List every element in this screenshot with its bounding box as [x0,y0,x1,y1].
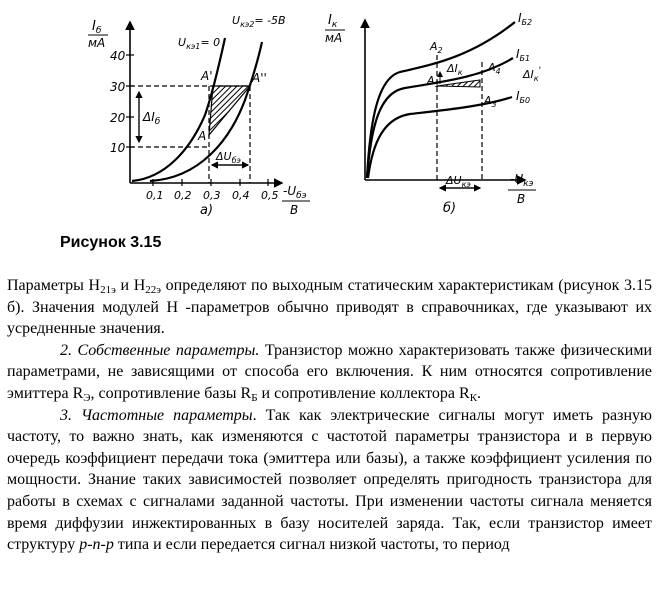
figure-3-15 [0,0,661,230]
left-y-tick-10: 10 [110,141,126,155]
point-a1: $A_1$ [427,74,440,89]
point-a-prime: A' [201,69,213,83]
body-text [7,275,652,556]
point-a3: $A_3$ [484,94,497,109]
curve-ib0-label: $I_{Б0}$ [516,89,531,105]
right-x-axis-label: $-U_{кэ}$ [510,172,534,189]
delta-ik-prime-label: $\Delta I_к'$ [523,66,542,83]
input-characteristics-graph [88,14,310,218]
left-x-axis-label: $-U_{бэ}$ [283,184,307,201]
left-y-tick-40: 40 [110,49,126,63]
right-y-unit-bottom: мА [325,31,343,45]
point-a2: $A_2$ [430,40,443,55]
figure-caption: Рисунок 3.15 [60,234,162,251]
left-x-tick-05: 0,5 [261,189,279,202]
hatched-area [209,86,250,135]
delta-ik-label: $\Delta I_к$ [447,62,463,77]
left-y-unit-label: $I_б$ [92,19,102,36]
point-a-double-prime: A'' [252,71,267,85]
output-characteristics-graph [325,11,541,216]
point-a: A [198,129,207,143]
panel-label-b: б) [443,201,457,216]
paragraph-3: 3. Частотные параметры. Так как электрические сигналы могут иметь разную частоту, то важно знать, как изменяются с частотой параметры транзистора и в первую очередь коэффициент передачи тока (эмиттера или базы), а также коэффициент усиления по мощности. Знание таких зависимостей позволяет определять пригодность транзистора для работы в схемах с сигналами заданной частоты. При изменении частоты сигнала меняется время диффузии инжектированных в базу носителей заряда. Так, если транзистор имеет структуру p-n-p типа и если передается сигнал низкой частоты, то период [7,406,652,554]
left-y-unit-bottom: мА [88,36,106,50]
right-y-unit-label: $I_к$ [328,13,338,30]
left-x-tick-03: 0,3 [203,189,221,202]
delta-ube-label: $\Delta U_{бэ}$ [216,150,241,165]
paragraph-2: 2. Собственные параметры. Транзистор можно характеризовать также физическими параметрами, не зависящими от способа его включения. К ним относятся сопротивление эмиттера $R_Э$, сопротивление базы $R_Б$ и сопротивление коллектора $R_К$. [7,341,652,404]
panel-label-a: а) [200,203,214,218]
left-x-axis-unit: В [290,203,299,217]
curve-ib2-label: $I_{Б2}$ [518,11,533,27]
curve-ib1-label: $I_{Б1}$ [516,47,531,63]
paragraph-1: Параметры $H_{21э}$ и $H_{22э}$ определяют по выходным статическим характеристикам (рисунок 3.15 б). Значения модулей H -параметров обычно приводят в справочниках, где указывают их усредненные значения. [7,277,653,338]
curve-ib0 [368,97,512,178]
left-x-tick-02: 0,2 [174,189,192,202]
delta-ib-label: $\Delta I_б$ [143,110,161,127]
curve-ukz2-label: $U_{кэ2}= -5В$ [232,14,286,29]
left-y-tick-30: 30 [110,80,126,94]
right-x-axis-unit: В [517,192,526,206]
delta-uke-label: $\Delta U_{кэ}$ [446,174,471,189]
left-x-tick-04: 0,4 [232,189,250,202]
point-a4: $A_4$ [488,61,501,76]
curve-ukz1-label: $U_{кэ1}= 0$ [178,36,221,51]
left-x-tick-01: 0,1 [146,189,164,202]
left-y-tick-20: 20 [110,111,126,125]
